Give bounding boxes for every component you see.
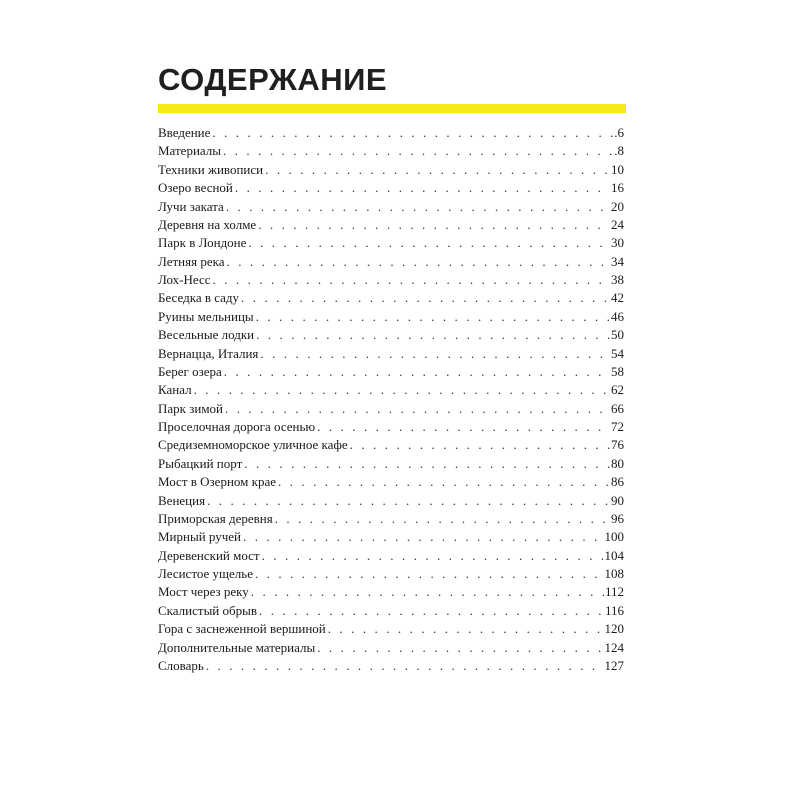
dot-leader <box>226 198 610 216</box>
toc-entry-page-number: 62 <box>611 382 624 398</box>
toc-entry-title: Озеро весной <box>158 180 233 196</box>
toc-entry-page-number: 58 <box>611 363 624 379</box>
toc-entry-page-number: 112 <box>604 584 624 600</box>
toc-entry-title: Мост через реку <box>158 584 249 600</box>
toc-entry[interactable] <box>158 657 624 675</box>
toc-entry[interactable] <box>158 142 624 160</box>
toc-entry[interactable] <box>158 510 624 528</box>
dot-leader <box>244 455 610 473</box>
dot-leader <box>265 161 610 179</box>
dot-leader <box>256 308 610 326</box>
toc-entry-title: Материалы <box>158 143 222 159</box>
toc-entry-page-number: 86 <box>611 474 624 490</box>
dot-leader <box>258 216 610 234</box>
toc-entry[interactable] <box>158 436 624 454</box>
toc-entry-page-number: 30 <box>611 235 624 251</box>
toc-entry-page-number: 24 <box>611 216 624 232</box>
toc-entry-title: Словарь <box>158 657 204 673</box>
toc-entry[interactable] <box>158 161 624 179</box>
dot-leader <box>328 620 604 638</box>
toc-entry[interactable] <box>158 455 624 473</box>
toc-entry-page-number: .6 <box>614 125 624 140</box>
toc-entry[interactable] <box>158 620 624 638</box>
dot-leader <box>213 271 610 289</box>
toc-entry[interactable] <box>158 528 624 546</box>
dot-leader <box>278 473 610 491</box>
dot-leader <box>260 345 610 363</box>
toc-entry-page-number: 46 <box>611 308 624 324</box>
dot-leader <box>224 363 610 381</box>
toc-entry-page-number: 42 <box>611 290 624 306</box>
toc-entry[interactable] <box>158 473 624 491</box>
toc-entry[interactable] <box>158 363 624 381</box>
toc-entry-page-number: .8 <box>614 143 624 159</box>
toc-entry[interactable] <box>158 345 624 363</box>
dot-leader <box>248 234 610 252</box>
dot-leader <box>235 179 610 197</box>
dot-leader <box>262 547 604 565</box>
toc-entry-title: Гора с заснеженной вершиной <box>158 621 326 637</box>
toc-entry-title: Проселочная дорога осенью <box>158 419 316 434</box>
toc-entry-title: Деревенский мост <box>158 547 260 563</box>
dot-leader <box>207 492 610 510</box>
toc-entry-title: Берег озера <box>158 363 222 379</box>
toc-entry-page-number: 120 <box>604 621 624 637</box>
toc-entry-page-number: 38 <box>611 272 624 287</box>
toc-entry[interactable] <box>158 565 624 583</box>
toc-entry[interactable] <box>158 492 624 510</box>
toc-entry-page-number: 10 <box>611 161 624 177</box>
toc-entry-title: Беседка в саду <box>158 290 240 306</box>
dot-leader <box>259 602 604 620</box>
title-underline-bar <box>158 104 626 113</box>
toc-entry-page-number: 100 <box>604 529 624 545</box>
table-of-contents <box>158 124 624 675</box>
toc-entry-title: Вернацца, Италия <box>158 345 259 361</box>
toc-entry[interactable] <box>158 289 624 307</box>
dot-leader <box>225 400 610 418</box>
toc-entry-page-number: 96 <box>611 510 624 526</box>
toc-entry[interactable] <box>158 198 624 216</box>
toc-entry-title: Лох-Несс <box>158 272 211 287</box>
toc-entry-title: Летняя река <box>158 253 225 269</box>
toc-entry-page-number: 34 <box>611 253 624 269</box>
toc-entry[interactable] <box>158 253 624 271</box>
toc-entry[interactable] <box>158 418 624 436</box>
toc-entry[interactable] <box>158 234 624 252</box>
toc-entry[interactable] <box>158 381 624 399</box>
dot-leader <box>194 381 610 399</box>
toc-entry-title: Канал <box>158 382 192 398</box>
toc-entry-page-number: 124 <box>604 639 624 655</box>
toc-entry-title: Деревня на холме <box>158 216 257 232</box>
toc-entry-page-number: 116 <box>604 602 624 618</box>
toc-entry-title: Средиземноморское уличное кафе <box>158 437 348 453</box>
dot-leader <box>227 253 610 271</box>
toc-entry[interactable] <box>158 583 624 601</box>
toc-entry[interactable] <box>158 639 624 657</box>
toc-entry-page-number: 108 <box>604 566 624 581</box>
dot-leader <box>275 510 610 528</box>
dot-leader <box>256 326 610 344</box>
toc-entry-page-number: 54 <box>611 345 624 361</box>
toc-entry-page-number: 127 <box>604 657 624 673</box>
toc-entry-title: Лесистое ущелье <box>158 566 253 581</box>
toc-entry-title: Мирный ручей <box>158 529 242 545</box>
toc-entry[interactable] <box>158 547 624 565</box>
toc-entry-page-number: 50 <box>611 327 624 343</box>
dot-leader <box>243 528 603 546</box>
toc-entry-page-number: 66 <box>611 400 624 416</box>
toc-entry-title: Лучи заката <box>158 198 224 214</box>
toc-entry-page-number: 72 <box>611 419 624 434</box>
dot-leader <box>251 583 604 601</box>
dot-leader <box>350 436 610 454</box>
toc-entry[interactable] <box>158 400 624 418</box>
toc-entry-page-number: 80 <box>611 455 624 471</box>
dot-leader <box>317 418 610 436</box>
toc-entry-title: Дополнительные материалы <box>158 639 316 655</box>
toc-entry-title: Весельные лодки <box>158 327 255 343</box>
toc-entry-title: Приморская деревня <box>158 510 273 526</box>
dot-leader <box>223 142 613 160</box>
dot-leader <box>212 124 613 142</box>
toc-entry[interactable] <box>158 179 624 197</box>
toc-entry[interactable] <box>158 308 624 326</box>
toc-entry-title: Техники живописи <box>158 161 264 177</box>
toc-entry-title: Мост в Озерном крае <box>158 474 276 490</box>
toc-entry-page-number: 90 <box>611 492 624 508</box>
toc-entry-title: Парк в Лондоне <box>158 235 247 251</box>
toc-entry-page-number: 16 <box>611 180 624 196</box>
toc-entry[interactable] <box>158 271 624 289</box>
page-title: СОДЕРЖАНИЕ <box>158 62 388 97</box>
toc-entry-page-number: 104 <box>604 547 624 563</box>
toc-entry[interactable] <box>158 216 624 234</box>
toc-entry-title: Парк зимой <box>158 400 223 416</box>
dot-leader <box>206 657 604 675</box>
dot-leader <box>241 289 610 307</box>
toc-entry[interactable] <box>158 326 624 344</box>
toc-entry-title: Введение <box>158 125 211 140</box>
toc-entry-page-number: 76 <box>611 437 624 453</box>
toc-entry[interactable] <box>158 124 624 142</box>
dot-leader <box>255 565 604 583</box>
toc-entry[interactable] <box>158 602 624 620</box>
toc-entry-title: Венеция <box>158 492 206 508</box>
dot-leader <box>317 639 603 657</box>
toc-entry-title: Руины мельницы <box>158 308 254 324</box>
toc-entry-title: Рыбацкий порт <box>158 455 243 471</box>
toc-entry-page-number: 20 <box>611 198 624 214</box>
toc-entry-title: Скалистый обрыв <box>158 602 257 618</box>
